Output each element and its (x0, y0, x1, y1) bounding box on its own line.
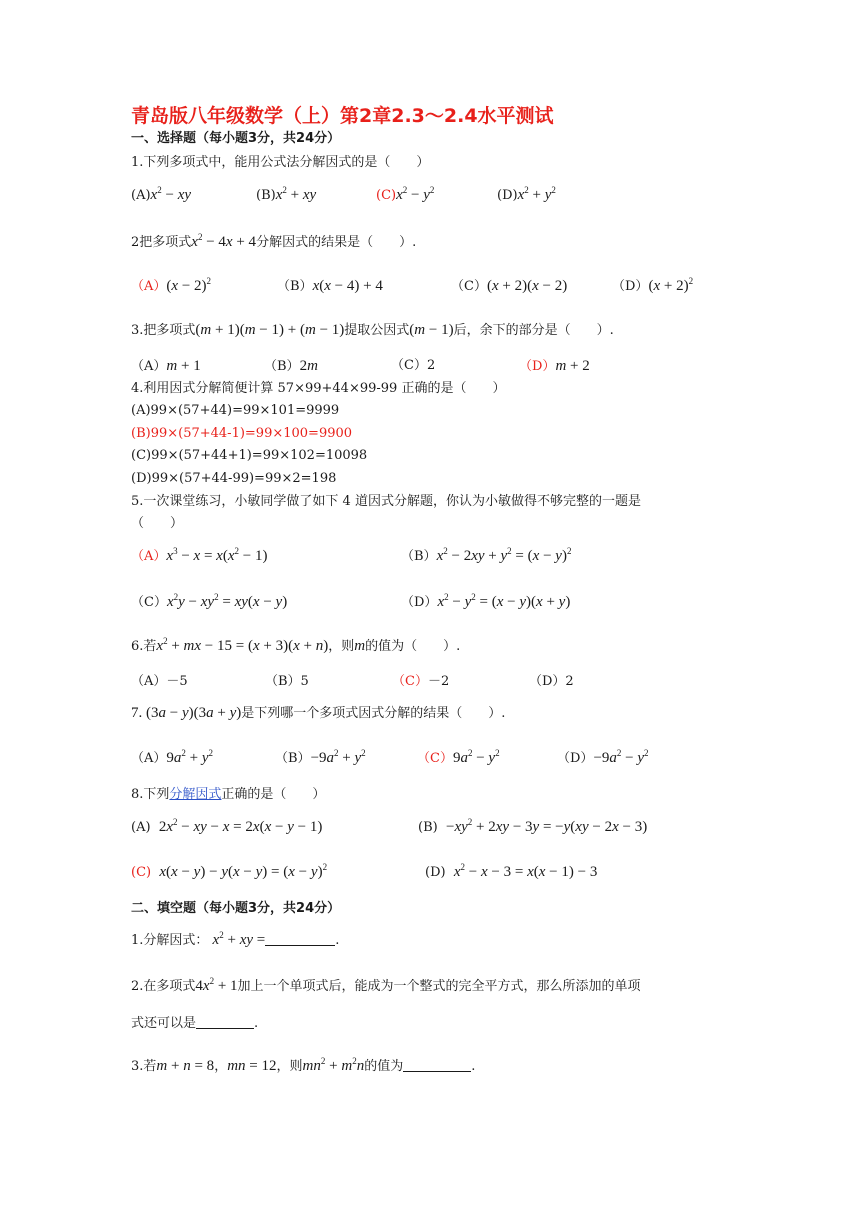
q3-option-c: （C）2 (391, 358, 436, 373)
q3-option-d: （D）m + 2 (519, 358, 590, 374)
answer-blank[interactable] (196, 1014, 254, 1029)
q4-option-d: (D)99×(57+44-99)=99×2=198 (131, 471, 337, 486)
page-title: 青岛版八年级数学（上）第2章2.3～2.4水平测试 (131, 105, 554, 127)
q4-option-c: (C)99×(57+44+1)=99×102=10098 (131, 448, 368, 463)
q1-option-b: $(B)x^2$ + xy (256, 185, 317, 203)
q8-option-b: $(B) -xy^2 + 2xy - 3y = -y(xy - 2x - 3)$ (418, 817, 648, 835)
q3-option-b: （B）2m (264, 358, 318, 374)
q8-option-d: (D) $x^2 - x - 3 = x(x - 1) - 3$ (425, 862, 598, 880)
q7-option-d: $(D)-9a^2 - y^2$ (557, 748, 649, 766)
q8-stem: 8.下列分解因式正确的是（ ） (131, 787, 326, 802)
q1-option-a: $(A)x^2$ − xy (131, 185, 192, 203)
q6-option-d: （D）2 (529, 674, 574, 689)
f3-question: 3.若m + n = 8，mn = 12，则$mn^2 + m^2n$的值为 . (131, 1056, 476, 1074)
f1-question: 1.分解因式： $x^2$ + xy = . (131, 930, 340, 948)
q7-option-a: $(A)9a^2 + y^2$ (131, 748, 214, 766)
q5-stem-line1: 5.一次课堂练习，小敏同学做了如下 4 道因式分解题，你认为小敏做得不够完整的一题是 (131, 494, 641, 509)
q5-option-b: $(B)x^2 - 2xy + y^2 = (x - y)^2$ (401, 546, 572, 564)
q2-option-a: $(A)(x - 2)^2$ (131, 276, 212, 294)
q3-option-a: （A）m + 1 (131, 358, 201, 374)
q6-stem: 6.若$x^2$ + mx − 15 = (x + 3)(x + n)，则m的值为（ ）. (131, 636, 461, 654)
q7-option-b: $(B)-9a^2 + y^2$ (275, 748, 366, 766)
q4-stem: 4.利用因式分解简便计算 57×99+44×99-99 正确的是（ ） (131, 381, 506, 396)
q4-option-a: (A)99×(57+44)=99×101=9999 (131, 403, 340, 418)
q5-option-d: $(D)x^2 - y^2 = (x - y)(x + y)$ (401, 592, 571, 610)
q5-option-a: $(A)x^3 - x = x(x^2 - 1)$ (131, 546, 268, 564)
q7-option-c: $(C)9a^2 - y^2$ (417, 748, 500, 766)
q2-option-d: $(D)(x + 2)^2$ (612, 276, 694, 294)
q1-stem: 1.下列多项式中，能用公式法分解因式的是（ ） (131, 155, 430, 170)
section-heading-choice: 一、选择题（每小题3分，共24分） (131, 131, 341, 146)
answer-blank[interactable] (403, 1057, 471, 1072)
q5-option-c: $(C)x^2y - xy^2 = xy(x - y)$ (131, 592, 288, 610)
q2-option-b: （B）x(x − 4) + 4 (277, 278, 383, 294)
q7-stem: 7. (3a − y)(3a + y)是下列哪一个多项式因式分解的结果（ ）. (131, 705, 506, 721)
section-heading-fill: 二、填空题（每小题3分，共24分） (131, 901, 341, 916)
answer-blank[interactable] (265, 931, 335, 946)
q3-stem: 3.把多项式(m + 1)(m − 1) + (m − 1)提取公因式(m − 1)后，余下的部分是（ ）. (131, 322, 614, 338)
q5-stem-line2: （ ） (131, 516, 184, 531)
q6-option-b: （B）5 (265, 674, 309, 689)
q8-option-a: (A) $2x^2$ − xy − x = 2x(x − y − 1) (131, 817, 323, 835)
q2-stem: 2把多项式$x^2 - 4x + 4$分解因式的结果是（ ）. (131, 232, 417, 250)
q4-option-b: (B)99×(57+44-1)=99×100=9900 (131, 426, 353, 441)
q1-option-d: $(D)x^2 + y^2$ (497, 185, 556, 203)
q2-option-c: （C）(x + 2)(x − 2) (451, 278, 568, 294)
q6-option-c: （C）－2 (392, 674, 450, 689)
q1-option-c: $(C)x^2 - y^2$ (376, 185, 435, 203)
f2-question-line2: 式还可以是 . (131, 1016, 259, 1031)
f2-question-line1: 2.在多项式$4x^2 + 1$加上一个单项式后，能成为一个整式的完全平方式，那么所添加的单项 (131, 976, 641, 994)
q6-option-a: （A）－5 (131, 674, 188, 689)
q8-option-c: (C) $x(x - y) - y(x - y) = (x - y)^2$ (131, 862, 328, 880)
factorization-link[interactable]: 分解因式 (169, 787, 222, 802)
